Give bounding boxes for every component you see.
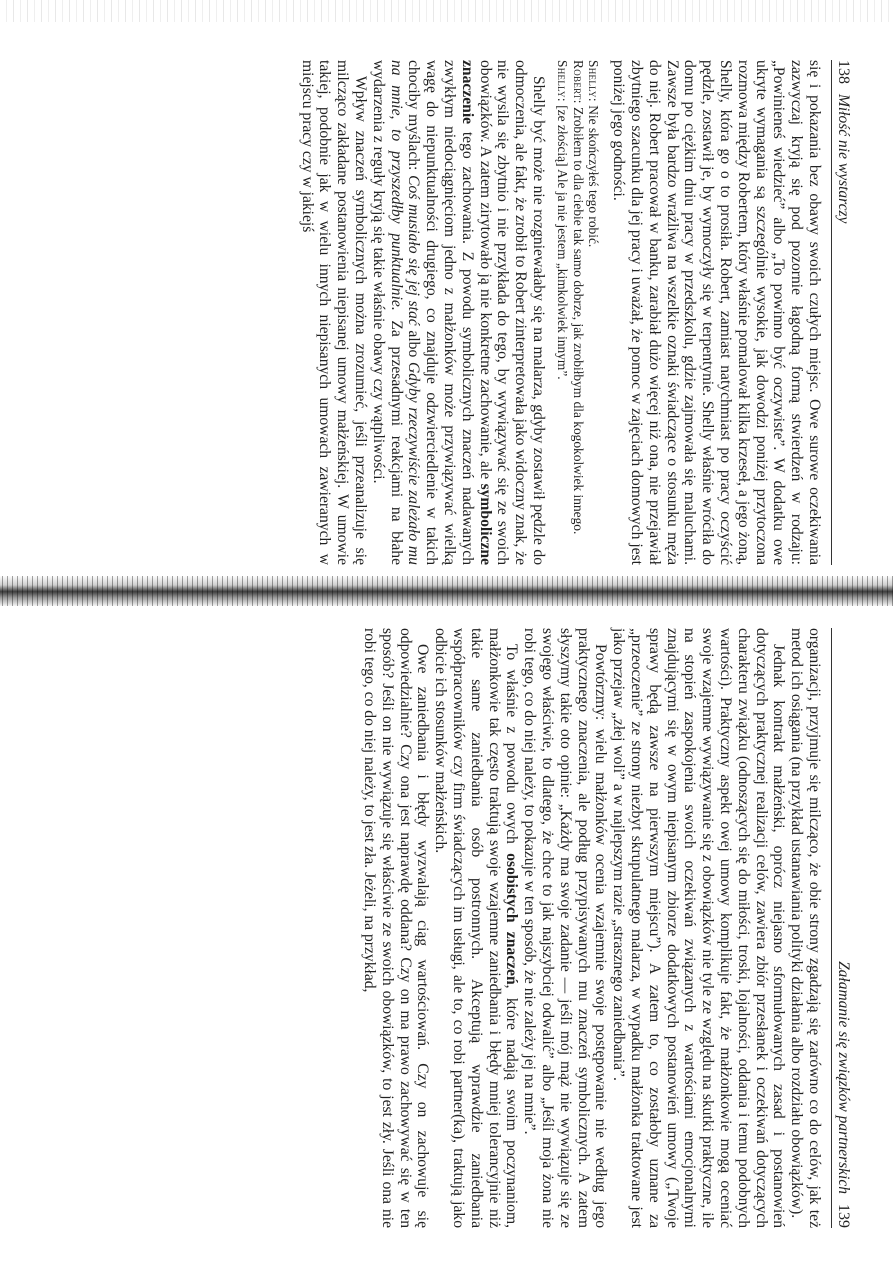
running-head-left bbox=[831, 60, 852, 565]
italic-thought-1: Coś musiało się jej stać bbox=[405, 175, 423, 326]
running-title-right: Załamanie się związków partnerskich bbox=[835, 961, 852, 1194]
dialogue-text-3: [ze złością] Ale ja nie jestem „kimkolwiek innym”. bbox=[555, 101, 571, 380]
paragraph-1: się i pokazania bez obawy swoich czułych miejsc. Owe surowe oczekiwania zazwyczaj kryją się pod pozornie łagodną formą stwierdzeń w rodzaju: „Powinieneś wiedzieć” albo „To powinno być oczywiste”. W dodatku owe ukryte wymagania są szczególnie wysokie, jak dowodzi poniżej przytoczona rozmowa między Robertem, który właśnie pomalował kilka krzeseł, a jego żoną, Shelly, która go o to prosiła. Robert, zamiast natychmiast po pracy oczyścić pędzle, zostawił je, by wymoczyły się w terpentynie. Shelly właśnie wróciła do domu po ciężkim dniu pracy w przedszkolu, gdzie zajmowała się maluchami. Zawsze była bardzo wrażliwa na wszelkie oznaki świadczące o stosunku męża do niej. Robert pracował w banku, zarabiał dużo więcej niż ona, nie przejawiał zbytniego szacunku dla jej pracy i uważał, że pomoc w zajęciach domowych jest poniżej jego godności. bbox=[610, 60, 823, 565]
page-138-body bbox=[298, 60, 823, 565]
paragraph-2 bbox=[369, 60, 547, 565]
paragraph-2-text-e: Za przesadnymi reakcjami na błahe wydarzenia z reguły kryją się takie właśnie obawy czy wątpliwości. bbox=[369, 60, 405, 565]
paragraph-2-text-a: Shelly być może nie rozgniewałaby się na malarza, gdyby zostawił pędzle do odmoczenia, ale fakt, że zrobił to Robert zinterpretowała jako widoczny znak, że nie wysila się zbytnio i nie przykłada do tego, by wywiązywać się ze swoich obowiązków. A zatem zirytowało ją nie konkretne zachowanie, ale bbox=[476, 60, 547, 565]
scan-top-noise bbox=[0, 0, 893, 22]
dialogue-line-1 bbox=[586, 60, 602, 565]
paragraph-2: Jednak kontrakt małżeński, oprócz niejasno sformułowanych zasad i postanowień dotyczących praktycznej realizacji celów, zawiera zbiór przesłanek i oczekiwań dotyczących charakteru związku (odnoszących się do miłości, troski, lojalności, oddania i temu podobnych wartości). Praktyczny aspekt owej umowy komplikuje fakt, że małżonkowie mogą oceniać swoje wzajemne wywiązywanie się z obowiązków nie tyle ze względu na skutki praktyczne, ile na stopień zaspokojenia swoich oczekiwań związanych z wartościami emocjonalnymi znajdującymi się w owym niepisanym zbiorze dodatkowych postanowień umowy („Twoje sprawy będą zawsze na pierwszym miejscu”). A zatem to, co zostałoby uznane za „przeoczenie” ze strony niezbyt skrupulatnego malarza, w wypadku małżonka traktowane jest jako przejaw „złej woli” a w najlepszym razie „strasznego zaniedbania”. bbox=[610, 628, 788, 1228]
paragraph-4 bbox=[431, 628, 520, 1228]
speaker-robert: Robert: bbox=[570, 60, 586, 104]
bold-personal-meanings: osobistych znaczeń bbox=[503, 853, 521, 985]
paragraph-2-text-d: albo bbox=[405, 325, 423, 362]
paragraph-5: Owe zaniedbania i błędy wyzwalają ciąg wartościowań. Czy on zachowuje się odpowiedzialnie? Czy ona jest naprawdę oddana? Czy on ma prawo zachowywać się w ten sposób? Jeśli on nie wywiązuje się właściwie ze swoich obowiązków, to jest zły. Jeśli ona nie robi tego, co do niej należy, to jest zła. Jeżeli, na przykład, bbox=[361, 628, 432, 1228]
dialogue-line-3 bbox=[555, 60, 571, 565]
dialogue-text-1: Nie skończyłeś tego robić. bbox=[586, 101, 602, 248]
page-139 bbox=[62, 628, 852, 1228]
speaker-shelly: Shelly: bbox=[586, 60, 602, 102]
running-head-right bbox=[831, 628, 852, 1228]
running-title-left: Miłość nie wystarczy bbox=[835, 94, 852, 224]
dialogue-text-2: Zrobiłem to dla ciebie tak samo dobrze, jak zrobiłbym dla kogokolwiek innego. bbox=[570, 103, 586, 535]
dialogue-line-2 bbox=[570, 60, 586, 565]
italic-thought-2: Gdyby rzeczywiście zależało mu na mnie, to przyszedłby punktualnie. bbox=[387, 60, 423, 565]
paragraph-4-text-c: , które nadają swoim poczynaniom, małżonkowie tak często traktują swoje wzajemne zaniedbania i błędy mniej tolerancyjnie niż takie same zaniedbania osób postronnych. Akceptują wprawdzie zaniedbania współpracowników czy firm świadczących im usługi, ale to, co robi partner(ka), traktują jako odbicie ich stosunków małżeńskich. bbox=[432, 628, 521, 1229]
paragraph-1: organizacji, przyjmuje się milcząco, że obie strony zgadzają się zarówno co do celów, jak też metod ich osiągania (na przykład ustanawiania polityki działania albo rozdziału obowiązków). bbox=[788, 628, 823, 1228]
paragraph-3: Wpływ znaczeń symbolicznych można zrozumieć, jeśli przeanalizuje się milcząco zakładane postanowienia niepisanej umowy małżeńskiej. W umowie takiej, podobnie jak w wielu innych niepisanych umowach zawieranych w miejscu pracy czy w jakiejś bbox=[298, 60, 369, 565]
speaker-shelly: Shelly: bbox=[555, 60, 571, 102]
bold-symbolic-meaning: symboliczne znaczenie bbox=[458, 60, 494, 565]
page-139-body bbox=[360, 628, 823, 1228]
paragraph-3: Powtórzmy: wielu małżonków ocenia wzajemnie swoje postępowanie nie według jego praktycznego znaczenia, ale podług przypisywanych mu znaczeń symbolicznych. A zatem słyszymy takie oto opinie: „Każdy ma swoje zadanie — jeśli mój mąż nie wywiązuje się ze swojego właściwie, to dlatego, że chce to jak najszybciej odwalić” albo „Jeśli moja żona nie robi tego, co do niej należy, to pokazuje w ten sposób, że nie zależy jej na mnie”. bbox=[521, 628, 610, 1228]
page-number-139: 139 bbox=[835, 1204, 852, 1228]
book-spine-gutter bbox=[0, 576, 893, 606]
paragraph-4-text-a: To właśnie z powodu owych bbox=[503, 644, 521, 854]
dialogue-block bbox=[555, 60, 602, 565]
page-138 bbox=[62, 60, 852, 565]
page-number-138: 138 bbox=[835, 60, 852, 84]
paragraph-2-text-c: tego zachowania. Z powodu symbolicznych znaczeń nadawanych zwykłym niedociągnięciom jedno z małżonków może przywiązywać wielką wagę do niepunktualności drugiego, co znajduje odzwierciedlenie w takich chociby myślach: bbox=[405, 60, 476, 565]
